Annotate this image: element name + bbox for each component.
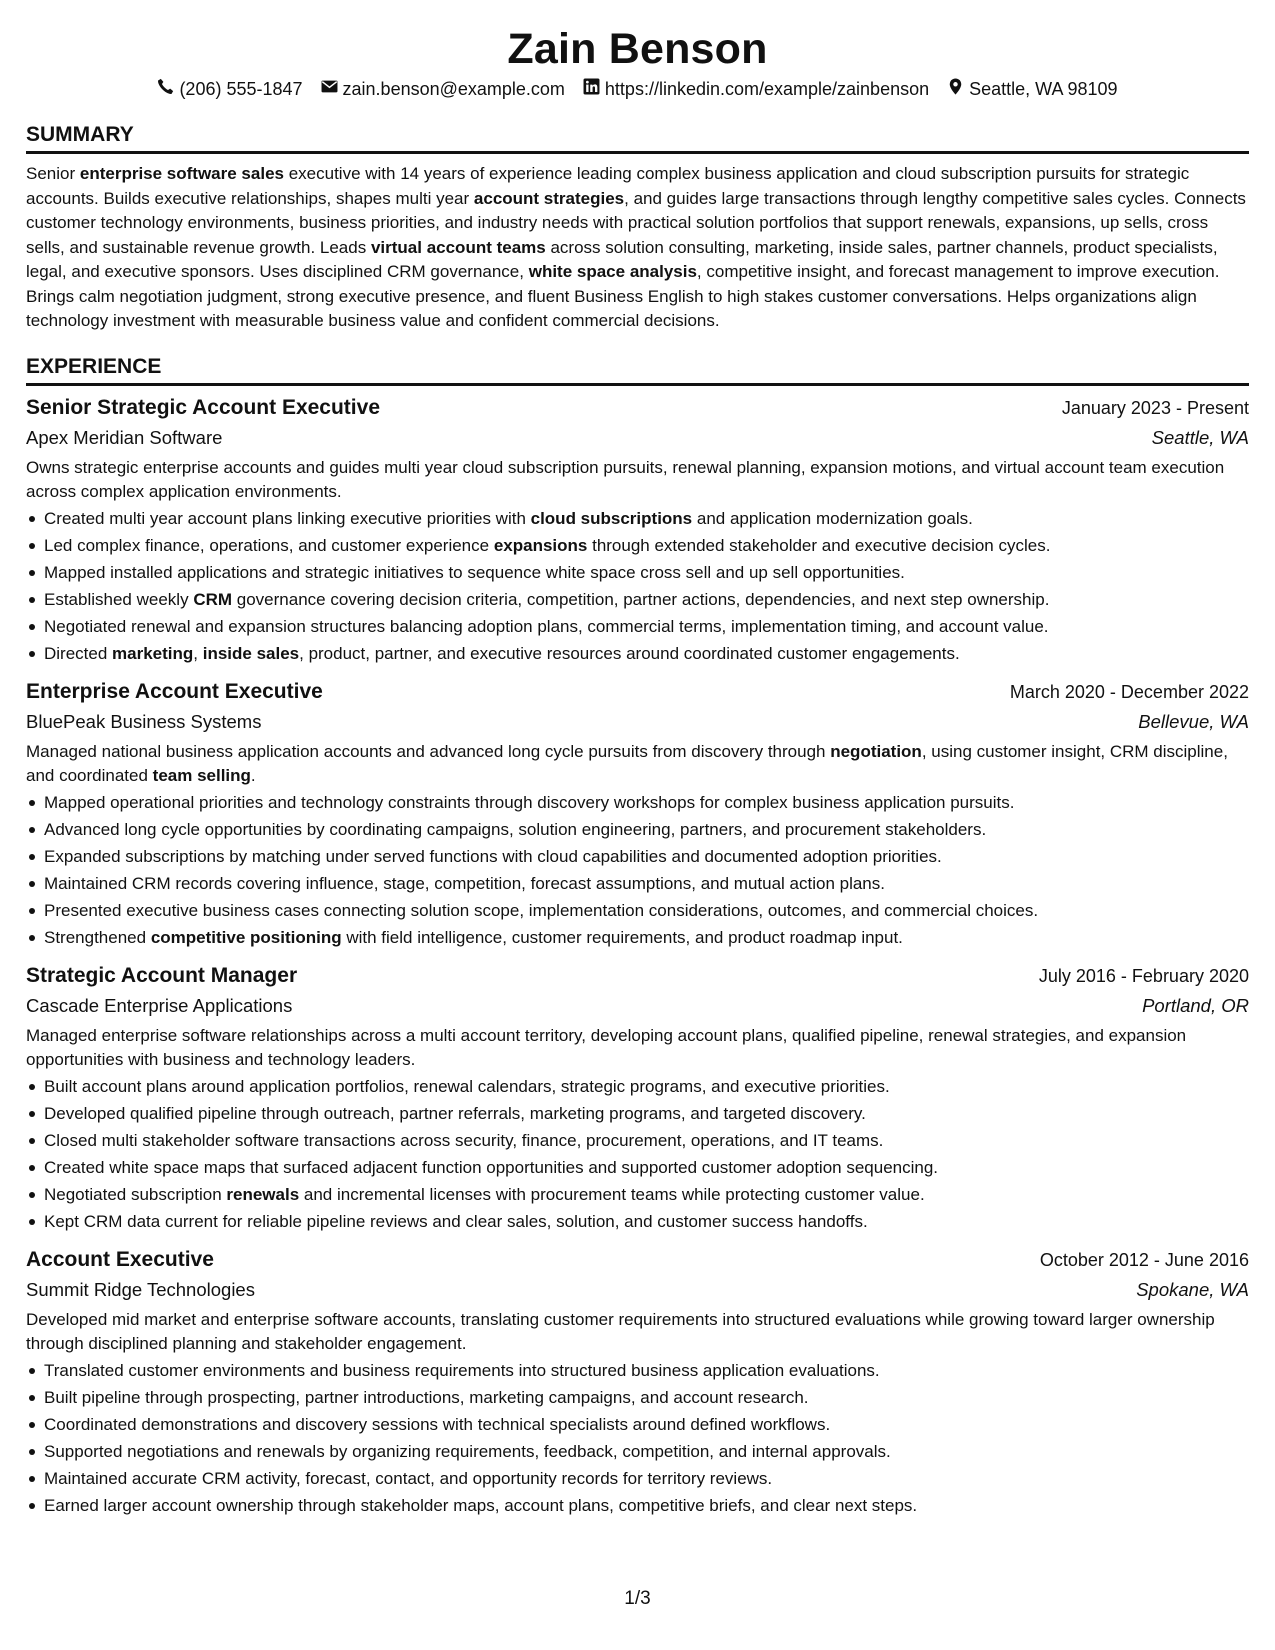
candidate-name: Zain Benson [507,25,768,73]
text-run: Directed [44,643,113,663]
job-company: Apex Meridian Software [26,426,223,448]
job-bullet [26,586,1249,613]
email-link[interactable]: zain.benson@example.com [342,79,565,99]
text-run: and application modernization goals. [692,508,973,528]
job-description [26,1308,1249,1356]
text-run: Closed multi stakeholder software transactions across security, finance, procurement, operations, and IT teams. [44,1130,884,1150]
text-run: Strengthened [44,927,151,947]
text-run: Developed qualified pipeline through outreach, partner referrals, marketing programs, and targeted discovery. [44,1103,866,1123]
contact-email[interactable] [321,78,565,100]
text-run: Mapped operational priorities and technology constraints through discovery workshops for complex business application pursuits. [44,792,1015,812]
job-bullets [26,1357,1249,1519]
job-description [26,456,1249,504]
job-bullet [26,816,1249,843]
linkedin-icon [583,78,600,100]
contact-linkedin[interactable] [583,78,929,100]
text-run: Negotiated subscription [44,1184,227,1204]
job-description [26,1024,1249,1072]
text-run: Established weekly [44,589,194,609]
job-title: Senior Strategic Account Executive [26,395,380,419]
map-pin-icon [947,78,964,100]
job-company-row [26,1275,1249,1305]
job-title: Account Executive [26,1247,214,1271]
text-run: Negotiated renewal and expansion structures balancing adoption plans, commercial terms, implementation timing, and account value. [44,616,1049,636]
bold-phrase: account strategies [473,188,625,208]
text-run: executive with 14 years of experience leading complex business application and cloud subscription pursuits for strategic accounts. Builds executive relationships, shapes multi year [26,164,1190,208]
job-entry [26,393,1249,667]
section-title-experience: EXPERIENCE [26,354,1249,386]
text-run: , [193,643,203,663]
contact-phone [157,78,302,100]
text-run: Coordinated demonstrations and discovery sessions with technical specialists around defined workflows. [44,1414,831,1434]
summary-section [26,122,1249,334]
job-entry [26,677,1249,951]
job-bullet [26,559,1249,586]
job-company: BluePeak Business Systems [26,710,262,732]
phone-number: (206) 555-1847 [179,79,303,99]
text-run: Built account plans around application portfolios, renewal calendars, strategic programs, and executive priorities. [44,1076,890,1096]
bold-phrase: team selling [152,765,251,785]
text-run: , using customer insight, CRM discipline, and coordinated [26,741,1228,785]
text-run: Managed enterprise software relationships across a multi account territory, developing account plans, qualified pipeline, renewal strategies, and expansion opportunities with business and technology leaders. [26,1025,1187,1069]
job-bullet [26,1181,1249,1208]
job-dates: January 2023 - Present [1061,397,1249,418]
text-run: Kept CRM data current for reliable pipeline reviews and clear sales, solution, and customer success handoffs. [44,1211,868,1231]
contact-location [947,78,1117,100]
bold-phrase: CRM [193,589,233,609]
job-bullet [26,640,1249,667]
summary-text [26,162,1249,334]
bold-phrase: expansions [493,535,588,555]
job-header-row [26,961,1249,991]
text-run: Managed national business application accounts and advanced long cycle pursuits from discovery through [26,741,831,761]
job-bullet [26,613,1249,640]
job-bullet [26,532,1249,559]
text-run: , competitive insight, and forecast management to improve execution. Brings calm negotiation judgment, strong executive presence, and fluent Business English to high stakes customer conversations. Helps organizations align technology investment with measurable business value and confident commercial decisions. [26,262,1220,330]
job-entry [26,961,1249,1235]
text-run: and incremental licenses with procurement teams while protecting customer value. [299,1184,925,1204]
job-company-row [26,707,1249,737]
linkedin-link[interactable]: https://linkedin.com/example/zainbenson [604,79,930,99]
text-run: governance covering decision criteria, competition, partner actions, dependencies, and next step ownership. [232,589,1050,609]
bold-phrase: inside sales [202,643,300,663]
job-bullet [26,1357,1249,1384]
job-bullets [26,1073,1249,1235]
location-text: Seattle, WA 98109 [969,79,1118,99]
job-bullet [26,843,1249,870]
job-location: Spokane, WA [1136,1278,1249,1300]
text-run: Expanded subscriptions by matching under served functions with cloud capabilities and documented adoption priorities. [44,846,942,866]
job-company-row [26,423,1249,453]
job-bullets [26,505,1249,667]
job-title: Strategic Account Manager [26,963,298,987]
text-run: Mapped installed applications and strategic initiatives to sequence white space cross sell and up sell opportunities. [44,562,905,582]
job-header-row [26,393,1249,423]
text-run: Senior [26,164,80,183]
job-company: Summit Ridge Technologies [26,1278,255,1300]
job-bullet [26,1465,1249,1492]
job-list [26,393,1249,1519]
job-dates: July 2016 - February 2020 [1038,965,1249,986]
job-bullet [26,1384,1249,1411]
job-description [26,740,1249,788]
text-run: Maintained accurate CRM activity, forecast, contact, and opportunity records for territory reviews. [44,1468,773,1488]
job-dates: March 2020 - December 2022 [1009,681,1249,702]
text-run: Presented executive business cases connecting solution scope, implementation considerations, outcomes, and commercial choices. [44,900,1039,920]
text-run: Supported negotiations and renewals by organizing requirements, feedback, competition, and internal approvals. [44,1441,891,1461]
job-bullet [26,897,1249,924]
job-title: Enterprise Account Executive [26,679,323,703]
text-run: Built pipeline through prospecting, partner introductions, marketing campaigns, and account research. [44,1387,809,1407]
job-bullet [26,924,1249,951]
job-header-row [26,1245,1249,1275]
job-bullet [26,1438,1249,1465]
section-title-summary: SUMMARY [26,122,1249,154]
text-run: Developed mid market and enterprise software accounts, translating customer requirements into structured evaluations while growing toward larger ownership through disciplined planning and stakeholder engagement. [26,1309,1215,1353]
job-location: Bellevue, WA [1138,710,1249,732]
job-bullets [26,789,1249,951]
text-run: Owns strategic enterprise accounts and guides multi year cloud subscription pursuits, renewal planning, expansion motions, and virtual account team execution across complex application environments. [26,457,1225,501]
bold-phrase: renewals [226,1184,300,1204]
text-run: Maintained CRM records covering influence, stage, competition, forecast assumptions, and mutual action plans. [44,873,885,893]
bold-phrase: competitive positioning [150,927,342,947]
phone-icon [157,78,174,100]
job-bullet [26,1073,1249,1100]
job-entry [26,1245,1249,1519]
text-run: across solution consulting, marketing, inside sales, partner channels, product specialists, legal, and executive sponsors. Uses disciplined CRM governance, [26,237,1218,281]
job-bullet [26,789,1249,816]
bold-phrase: negotiation [830,741,922,761]
job-bullet [26,1492,1249,1519]
job-location: Seattle, WA [1151,426,1249,448]
job-location: Portland, OR [1142,994,1249,1016]
job-dates: October 2012 - June 2016 [1039,1249,1249,1270]
job-bullet [26,1208,1249,1235]
bold-phrase: cloud subscriptions [530,508,693,528]
text-run: Advanced long cycle opportunities by coordinating campaigns, solution engineering, partners, and procurement stakeholders. [44,819,987,839]
contact-bar [26,78,1249,100]
job-bullet [26,505,1249,532]
job-bullet [26,1411,1249,1438]
text-run: Translated customer environments and business requirements into structured business application evaluations. [44,1360,880,1380]
resume-page [26,22,1249,1519]
bold-phrase: virtual account teams [370,237,546,257]
text-run: Created white space maps that surfaced adjacent function opportunities and supported customer adoption sequencing. [44,1157,939,1177]
job-company: Cascade Enterprise Applications [26,994,293,1016]
text-run: Led complex finance, operations, and customer experience [44,535,494,555]
job-company-row [26,991,1249,1021]
job-bullet [26,1100,1249,1127]
bold-phrase: enterprise software sales [79,164,284,183]
experience-section [26,354,1249,1519]
text-run: , product, partner, and executive resources around coordinated customer engagements. [299,643,960,663]
text-run: Created multi year account plans linking executive priorities with [44,508,531,528]
text-run: . [250,765,256,785]
bold-phrase: marketing [112,643,194,663]
page-number: 1/3 [624,1588,651,1609]
text-run: with field intelligence, customer requirements, and product roadmap input. [341,927,903,947]
job-bullet [26,870,1249,897]
job-bullet [26,1154,1249,1181]
job-header-row [26,677,1249,707]
text-run: Earned larger account ownership through stakeholder maps, account plans, competitive briefs, and clear next steps. [44,1495,918,1515]
bold-phrase: white space analysis [528,262,697,281]
text-run: through extended stakeholder and executive decision cycles. [587,535,1051,555]
envelope-icon [321,78,338,100]
text-run: , and guides large transactions through lengthy competitive sales cycles. Connects customer technology environments, business priorities, and industry needs with practical solution portfolios that support renewals, expansions, up sells, cross sells, and sustainable revenue growth. Leads [26,188,1246,257]
job-bullet [26,1127,1249,1154]
